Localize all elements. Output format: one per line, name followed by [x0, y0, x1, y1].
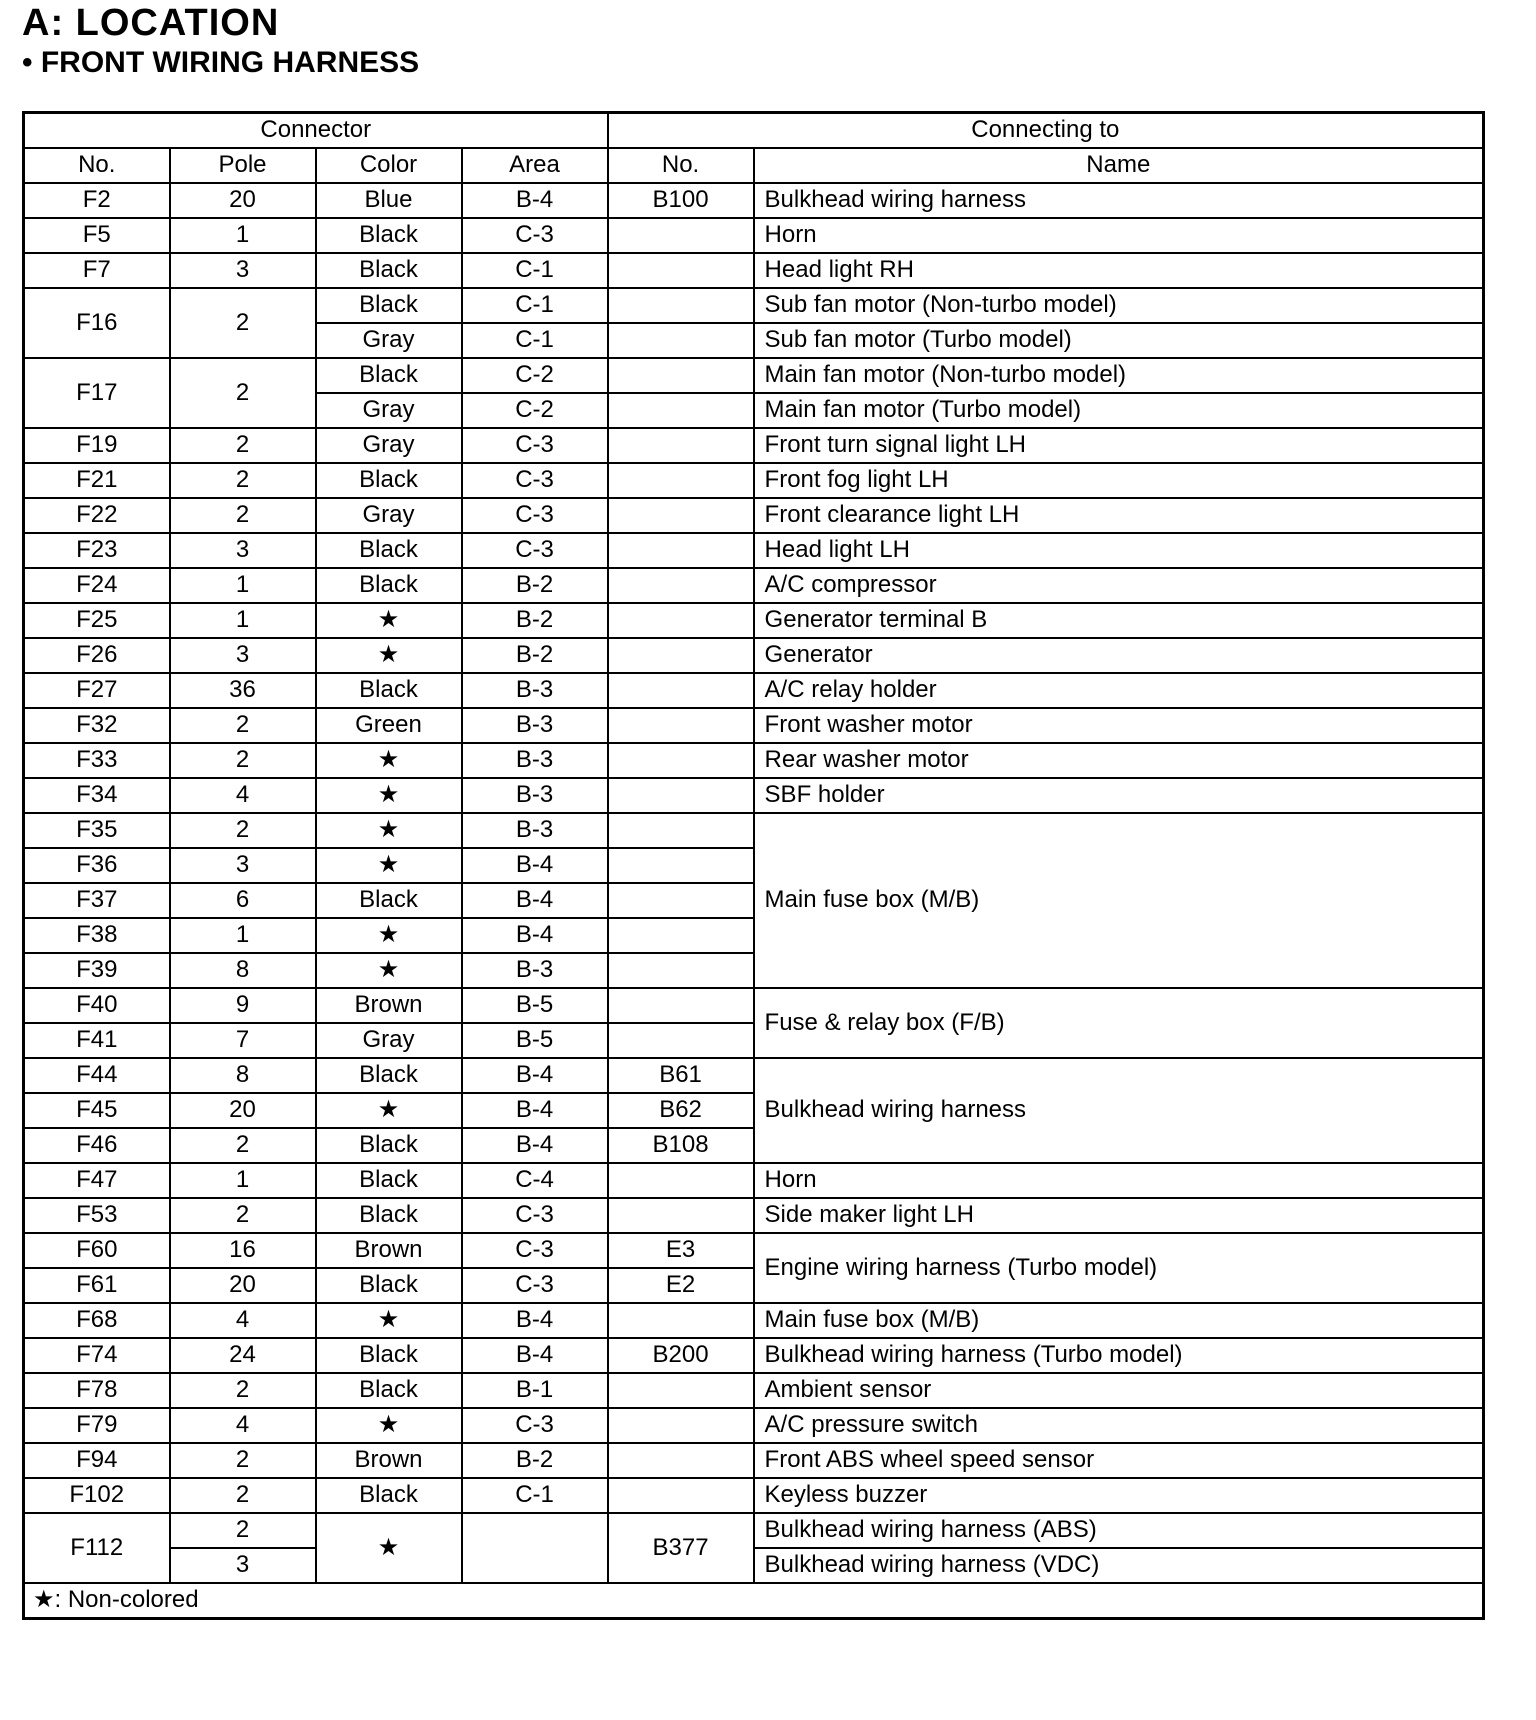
cell-to-no [608, 1163, 754, 1198]
cell-pole: 16 [170, 1233, 316, 1268]
cell-pole: 1 [170, 1163, 316, 1198]
cell-pole: 1 [170, 603, 316, 638]
cell-color: Black [316, 1268, 462, 1303]
cell-no: F22 [24, 498, 170, 533]
table-row [24, 183, 1484, 218]
cell-to-no [608, 568, 754, 603]
cell-no: F21 [24, 463, 170, 498]
connecting-to-group-header: Connecting to [608, 113, 1484, 149]
cell-to-name: A/C pressure switch [754, 1408, 1484, 1443]
cell-to-name: A/C relay holder [754, 673, 1484, 708]
cell-color: Black [316, 1373, 462, 1408]
cell-to-name: Ambient sensor [754, 1373, 1484, 1408]
cell-area: B-4 [462, 848, 608, 883]
cell-to-name: Front clearance light LH [754, 498, 1484, 533]
cell-no: F40 [24, 988, 170, 1023]
cell-no: F38 [24, 918, 170, 953]
cell-pole: 9 [170, 988, 316, 1023]
cell-to-no [608, 1373, 754, 1408]
cell-no: F44 [24, 1058, 170, 1093]
cell-color: Black [316, 218, 462, 253]
cell-color: ★ [316, 1513, 462, 1583]
cell-to-no: B61 [608, 1058, 754, 1093]
cell-to-no [608, 463, 754, 498]
cell-to-no: B377 [608, 1513, 754, 1583]
table-row [24, 988, 1484, 1023]
cell-area: C-1 [462, 288, 608, 323]
cell-to-name: Sub fan motor (Turbo model) [754, 323, 1484, 358]
cell-no: F94 [24, 1443, 170, 1478]
cell-to-name: Side maker light LH [754, 1198, 1484, 1233]
table-row [24, 533, 1484, 568]
cell-pole: 3 [170, 1548, 316, 1583]
table-row [24, 1338, 1484, 1373]
cell-pole: 2 [170, 463, 316, 498]
cell-color: Black [316, 1338, 462, 1373]
cell-pole: 7 [170, 1023, 316, 1058]
cell-pole: 8 [170, 1058, 316, 1093]
column-header-no: No. [24, 148, 170, 183]
cell-pole: 2 [170, 1478, 316, 1513]
cell-to-name: Horn [754, 218, 1484, 253]
column-header-row [24, 148, 1484, 183]
cell-area: C-3 [462, 498, 608, 533]
cell-to-name: Generator terminal B [754, 603, 1484, 638]
cell-color: ★ [316, 918, 462, 953]
cell-no: F17 [24, 358, 170, 428]
column-header-to-no: No. [608, 148, 754, 183]
cell-no: F23 [24, 533, 170, 568]
cell-no: F16 [24, 288, 170, 358]
cell-color: Green [316, 708, 462, 743]
cell-to-no [608, 673, 754, 708]
cell-area: C-3 [462, 533, 608, 568]
cell-no: F112 [24, 1513, 170, 1583]
cell-color: Brown [316, 988, 462, 1023]
cell-area: B-4 [462, 1128, 608, 1163]
cell-to-name: Main fuse box (M/B) [754, 813, 1484, 988]
cell-area: C-1 [462, 323, 608, 358]
cell-area: C-3 [462, 1268, 608, 1303]
cell-color: ★ [316, 1093, 462, 1128]
cell-pole: 8 [170, 953, 316, 988]
cell-pole: 1 [170, 918, 316, 953]
cell-to-name: Front washer motor [754, 708, 1484, 743]
cell-to-no [608, 883, 754, 918]
cell-pole: 2 [170, 813, 316, 848]
cell-to-no [608, 1478, 754, 1513]
cell-pole: 2 [170, 1128, 316, 1163]
cell-to-no [608, 498, 754, 533]
cell-area: B-5 [462, 988, 608, 1023]
cell-area: B-4 [462, 918, 608, 953]
cell-to-name: Keyless buzzer [754, 1478, 1484, 1513]
table-row [24, 778, 1484, 813]
cell-pole: 2 [170, 708, 316, 743]
cell-to-no [608, 708, 754, 743]
cell-no: F32 [24, 708, 170, 743]
cell-to-no [608, 533, 754, 568]
cell-area: B-2 [462, 638, 608, 673]
cell-no: F36 [24, 848, 170, 883]
cell-area: B-3 [462, 953, 608, 988]
cell-to-no [608, 1408, 754, 1443]
cell-pole: 20 [170, 1268, 316, 1303]
cell-color: Gray [316, 1023, 462, 1058]
cell-color: Black [316, 463, 462, 498]
cell-area [462, 1513, 608, 1583]
cell-pole: 1 [170, 568, 316, 603]
table-row [24, 1373, 1484, 1408]
cell-no: F5 [24, 218, 170, 253]
table-row [24, 813, 1484, 848]
cell-color: Gray [316, 428, 462, 463]
table-row [24, 288, 1484, 323]
cell-color: ★ [316, 1303, 462, 1338]
cell-pole: 20 [170, 1093, 316, 1128]
cell-area: C-2 [462, 393, 608, 428]
cell-to-no: E3 [608, 1233, 754, 1268]
cell-to-no [608, 1443, 754, 1478]
table-row [24, 1408, 1484, 1443]
cell-to-name: Front fog light LH [754, 463, 1484, 498]
cell-to-name: Fuse & relay box (F/B) [754, 988, 1484, 1058]
table-row [24, 1058, 1484, 1093]
cell-to-no: E2 [608, 1268, 754, 1303]
cell-to-name: Bulkhead wiring harness (VDC) [754, 1548, 1484, 1583]
section-title: A: LOCATION [22, 2, 280, 44]
cell-pole: 20 [170, 183, 316, 218]
cell-to-name: A/C compressor [754, 568, 1484, 603]
table-row [24, 638, 1484, 673]
cell-to-name: Main fan motor (Turbo model) [754, 393, 1484, 428]
cell-to-no [608, 743, 754, 778]
cell-to-no [608, 1303, 754, 1338]
cell-area: B-1 [462, 1373, 608, 1408]
cell-to-name: SBF holder [754, 778, 1484, 813]
table-row [24, 1303, 1484, 1338]
cell-area: B-3 [462, 673, 608, 708]
section-subtitle: • FRONT WIRING HARNESS [22, 46, 420, 79]
cell-area: B-3 [462, 743, 608, 778]
cell-pole: 4 [170, 778, 316, 813]
cell-area: B-2 [462, 603, 608, 638]
cell-color: ★ [316, 603, 462, 638]
connector-group-header: Connector [24, 113, 608, 149]
cell-color: Black [316, 1198, 462, 1233]
cell-to-no [608, 358, 754, 393]
cell-color: Black [316, 253, 462, 288]
cell-color: Blue [316, 183, 462, 218]
cell-color: Black [316, 1128, 462, 1163]
cell-color: Black [316, 1478, 462, 1513]
cell-area: B-4 [462, 1058, 608, 1093]
cell-area: C-3 [462, 1233, 608, 1268]
cell-pole: 2 [170, 428, 316, 463]
cell-no: F53 [24, 1198, 170, 1233]
table-row [24, 568, 1484, 603]
table-row [24, 1548, 1484, 1583]
cell-no: F33 [24, 743, 170, 778]
cell-no: F60 [24, 1233, 170, 1268]
cell-pole: 2 [170, 498, 316, 533]
cell-to-no: B62 [608, 1093, 754, 1128]
cell-to-no [608, 253, 754, 288]
cell-color: Gray [316, 393, 462, 428]
cell-no: F41 [24, 1023, 170, 1058]
cell-pole: 2 [170, 1373, 316, 1408]
cell-to-name: Main fan motor (Non-turbo model) [754, 358, 1484, 393]
cell-area: C-3 [462, 218, 608, 253]
cell-no: F39 [24, 953, 170, 988]
cell-pole: 2 [170, 1443, 316, 1478]
cell-no: F45 [24, 1093, 170, 1128]
cell-to-name: Bulkhead wiring harness (ABS) [754, 1513, 1484, 1548]
table-row [24, 1198, 1484, 1233]
cell-color: ★ [316, 848, 462, 883]
table-row [24, 463, 1484, 498]
column-header-to-name: Name [754, 148, 1484, 183]
cell-to-no [608, 218, 754, 253]
cell-to-no [608, 1023, 754, 1058]
cell-area: C-3 [462, 1198, 608, 1233]
cell-pole: 2 [170, 1513, 316, 1548]
group-header-row [24, 113, 1484, 149]
cell-color: Black [316, 533, 462, 568]
cell-pole: 3 [170, 253, 316, 288]
cell-to-no [608, 918, 754, 953]
cell-to-no [608, 323, 754, 358]
cell-area: B-2 [462, 1443, 608, 1478]
cell-area: B-3 [462, 813, 608, 848]
cell-area: C-2 [462, 358, 608, 393]
cell-area: C-1 [462, 1478, 608, 1513]
cell-area: B-4 [462, 1303, 608, 1338]
table-row [24, 218, 1484, 253]
connector-table [22, 111, 1485, 1620]
cell-pole: 4 [170, 1408, 316, 1443]
cell-pole: 36 [170, 673, 316, 708]
cell-no: F68 [24, 1303, 170, 1338]
table-row [24, 428, 1484, 463]
cell-no: F26 [24, 638, 170, 673]
cell-to-no: B200 [608, 1338, 754, 1373]
cell-pole: 3 [170, 533, 316, 568]
cell-to-no [608, 848, 754, 883]
cell-pole: 3 [170, 848, 316, 883]
table-row [24, 1478, 1484, 1513]
table-row [24, 673, 1484, 708]
cell-color: Black [316, 673, 462, 708]
cell-color: ★ [316, 1408, 462, 1443]
cell-no: F78 [24, 1373, 170, 1408]
cell-area: B-4 [462, 1093, 608, 1128]
cell-no: F47 [24, 1163, 170, 1198]
cell-pole: 2 [170, 743, 316, 778]
table-row [24, 1443, 1484, 1478]
cell-no: F25 [24, 603, 170, 638]
table-row [24, 603, 1484, 638]
cell-no: F27 [24, 673, 170, 708]
cell-color: Brown [316, 1233, 462, 1268]
cell-area: C-4 [462, 1163, 608, 1198]
table-row [24, 358, 1484, 393]
cell-to-name: Generator [754, 638, 1484, 673]
cell-to-name: Bulkhead wiring harness (Turbo model) [754, 1338, 1484, 1373]
cell-color: Black [316, 1163, 462, 1198]
cell-color: Gray [316, 323, 462, 358]
cell-color: ★ [316, 813, 462, 848]
cell-to-name: Bulkhead wiring harness [754, 183, 1484, 218]
cell-pole: 6 [170, 883, 316, 918]
cell-color: ★ [316, 778, 462, 813]
cell-area: B-4 [462, 1338, 608, 1373]
cell-to-no [608, 813, 754, 848]
cell-pole: 2 [170, 1198, 316, 1233]
table-row [24, 743, 1484, 778]
cell-color: ★ [316, 638, 462, 673]
cell-no: F35 [24, 813, 170, 848]
cell-to-name: Sub fan motor (Non-turbo model) [754, 288, 1484, 323]
cell-no: F46 [24, 1128, 170, 1163]
cell-color: Brown [316, 1443, 462, 1478]
table-row [24, 253, 1484, 288]
cell-to-no: B108 [608, 1128, 754, 1163]
cell-no: F79 [24, 1408, 170, 1443]
column-header-area: Area [462, 148, 608, 183]
cell-to-name: Bulkhead wiring harness [754, 1058, 1484, 1163]
cell-to-no [608, 778, 754, 813]
table-row [24, 1233, 1484, 1268]
cell-pole: 1 [170, 218, 316, 253]
cell-color: ★ [316, 743, 462, 778]
table-row [24, 1163, 1484, 1198]
cell-pole: 24 [170, 1338, 316, 1373]
column-header-color: Color [316, 148, 462, 183]
cell-to-name: Front ABS wheel speed sensor [754, 1443, 1484, 1478]
cell-no: F24 [24, 568, 170, 603]
cell-area: C-1 [462, 253, 608, 288]
cell-area: B-2 [462, 568, 608, 603]
cell-to-no [608, 1198, 754, 1233]
cell-area: C-3 [462, 428, 608, 463]
cell-to-no [608, 953, 754, 988]
cell-area: B-5 [462, 1023, 608, 1058]
cell-to-no [608, 638, 754, 673]
column-header-pole: Pole [170, 148, 316, 183]
cell-to-name: Head light RH [754, 253, 1484, 288]
cell-color: Black [316, 288, 462, 323]
cell-area: B-4 [462, 883, 608, 918]
cell-pole: 4 [170, 1303, 316, 1338]
cell-pole: 2 [170, 288, 316, 358]
cell-no: F61 [24, 1268, 170, 1303]
cell-area: C-3 [462, 463, 608, 498]
footnote: ★: Non-colored [24, 1583, 1484, 1619]
cell-no: F74 [24, 1338, 170, 1373]
cell-to-name: Engine wiring harness (Turbo model) [754, 1233, 1484, 1303]
cell-no: F19 [24, 428, 170, 463]
cell-no: F2 [24, 183, 170, 218]
cell-pole: 2 [170, 358, 316, 428]
cell-to-name: Front turn signal light LH [754, 428, 1484, 463]
table-row [24, 498, 1484, 533]
cell-no: F37 [24, 883, 170, 918]
cell-to-no [608, 603, 754, 638]
cell-pole: 3 [170, 638, 316, 673]
cell-area: B-3 [462, 708, 608, 743]
cell-to-name: Rear washer motor [754, 743, 1484, 778]
cell-color: Black [316, 358, 462, 393]
cell-to-no: B100 [608, 183, 754, 218]
cell-color: ★ [316, 953, 462, 988]
cell-no: F34 [24, 778, 170, 813]
cell-color: Black [316, 1058, 462, 1093]
cell-area: C-3 [462, 1408, 608, 1443]
cell-no: F102 [24, 1478, 170, 1513]
cell-to-no [608, 288, 754, 323]
cell-to-name: Main fuse box (M/B) [754, 1303, 1484, 1338]
cell-to-no [608, 428, 754, 463]
cell-to-no [608, 393, 754, 428]
footnote-row [24, 1583, 1484, 1619]
cell-area: B-4 [462, 183, 608, 218]
cell-color: Gray [316, 498, 462, 533]
cell-to-no [608, 988, 754, 1023]
cell-area: B-3 [462, 778, 608, 813]
cell-to-name: Head light LH [754, 533, 1484, 568]
cell-to-name: Horn [754, 1163, 1484, 1198]
table-row [24, 1513, 1484, 1548]
cell-color: Black [316, 883, 462, 918]
cell-color: Black [316, 568, 462, 603]
cell-no: F7 [24, 253, 170, 288]
table-row [24, 708, 1484, 743]
